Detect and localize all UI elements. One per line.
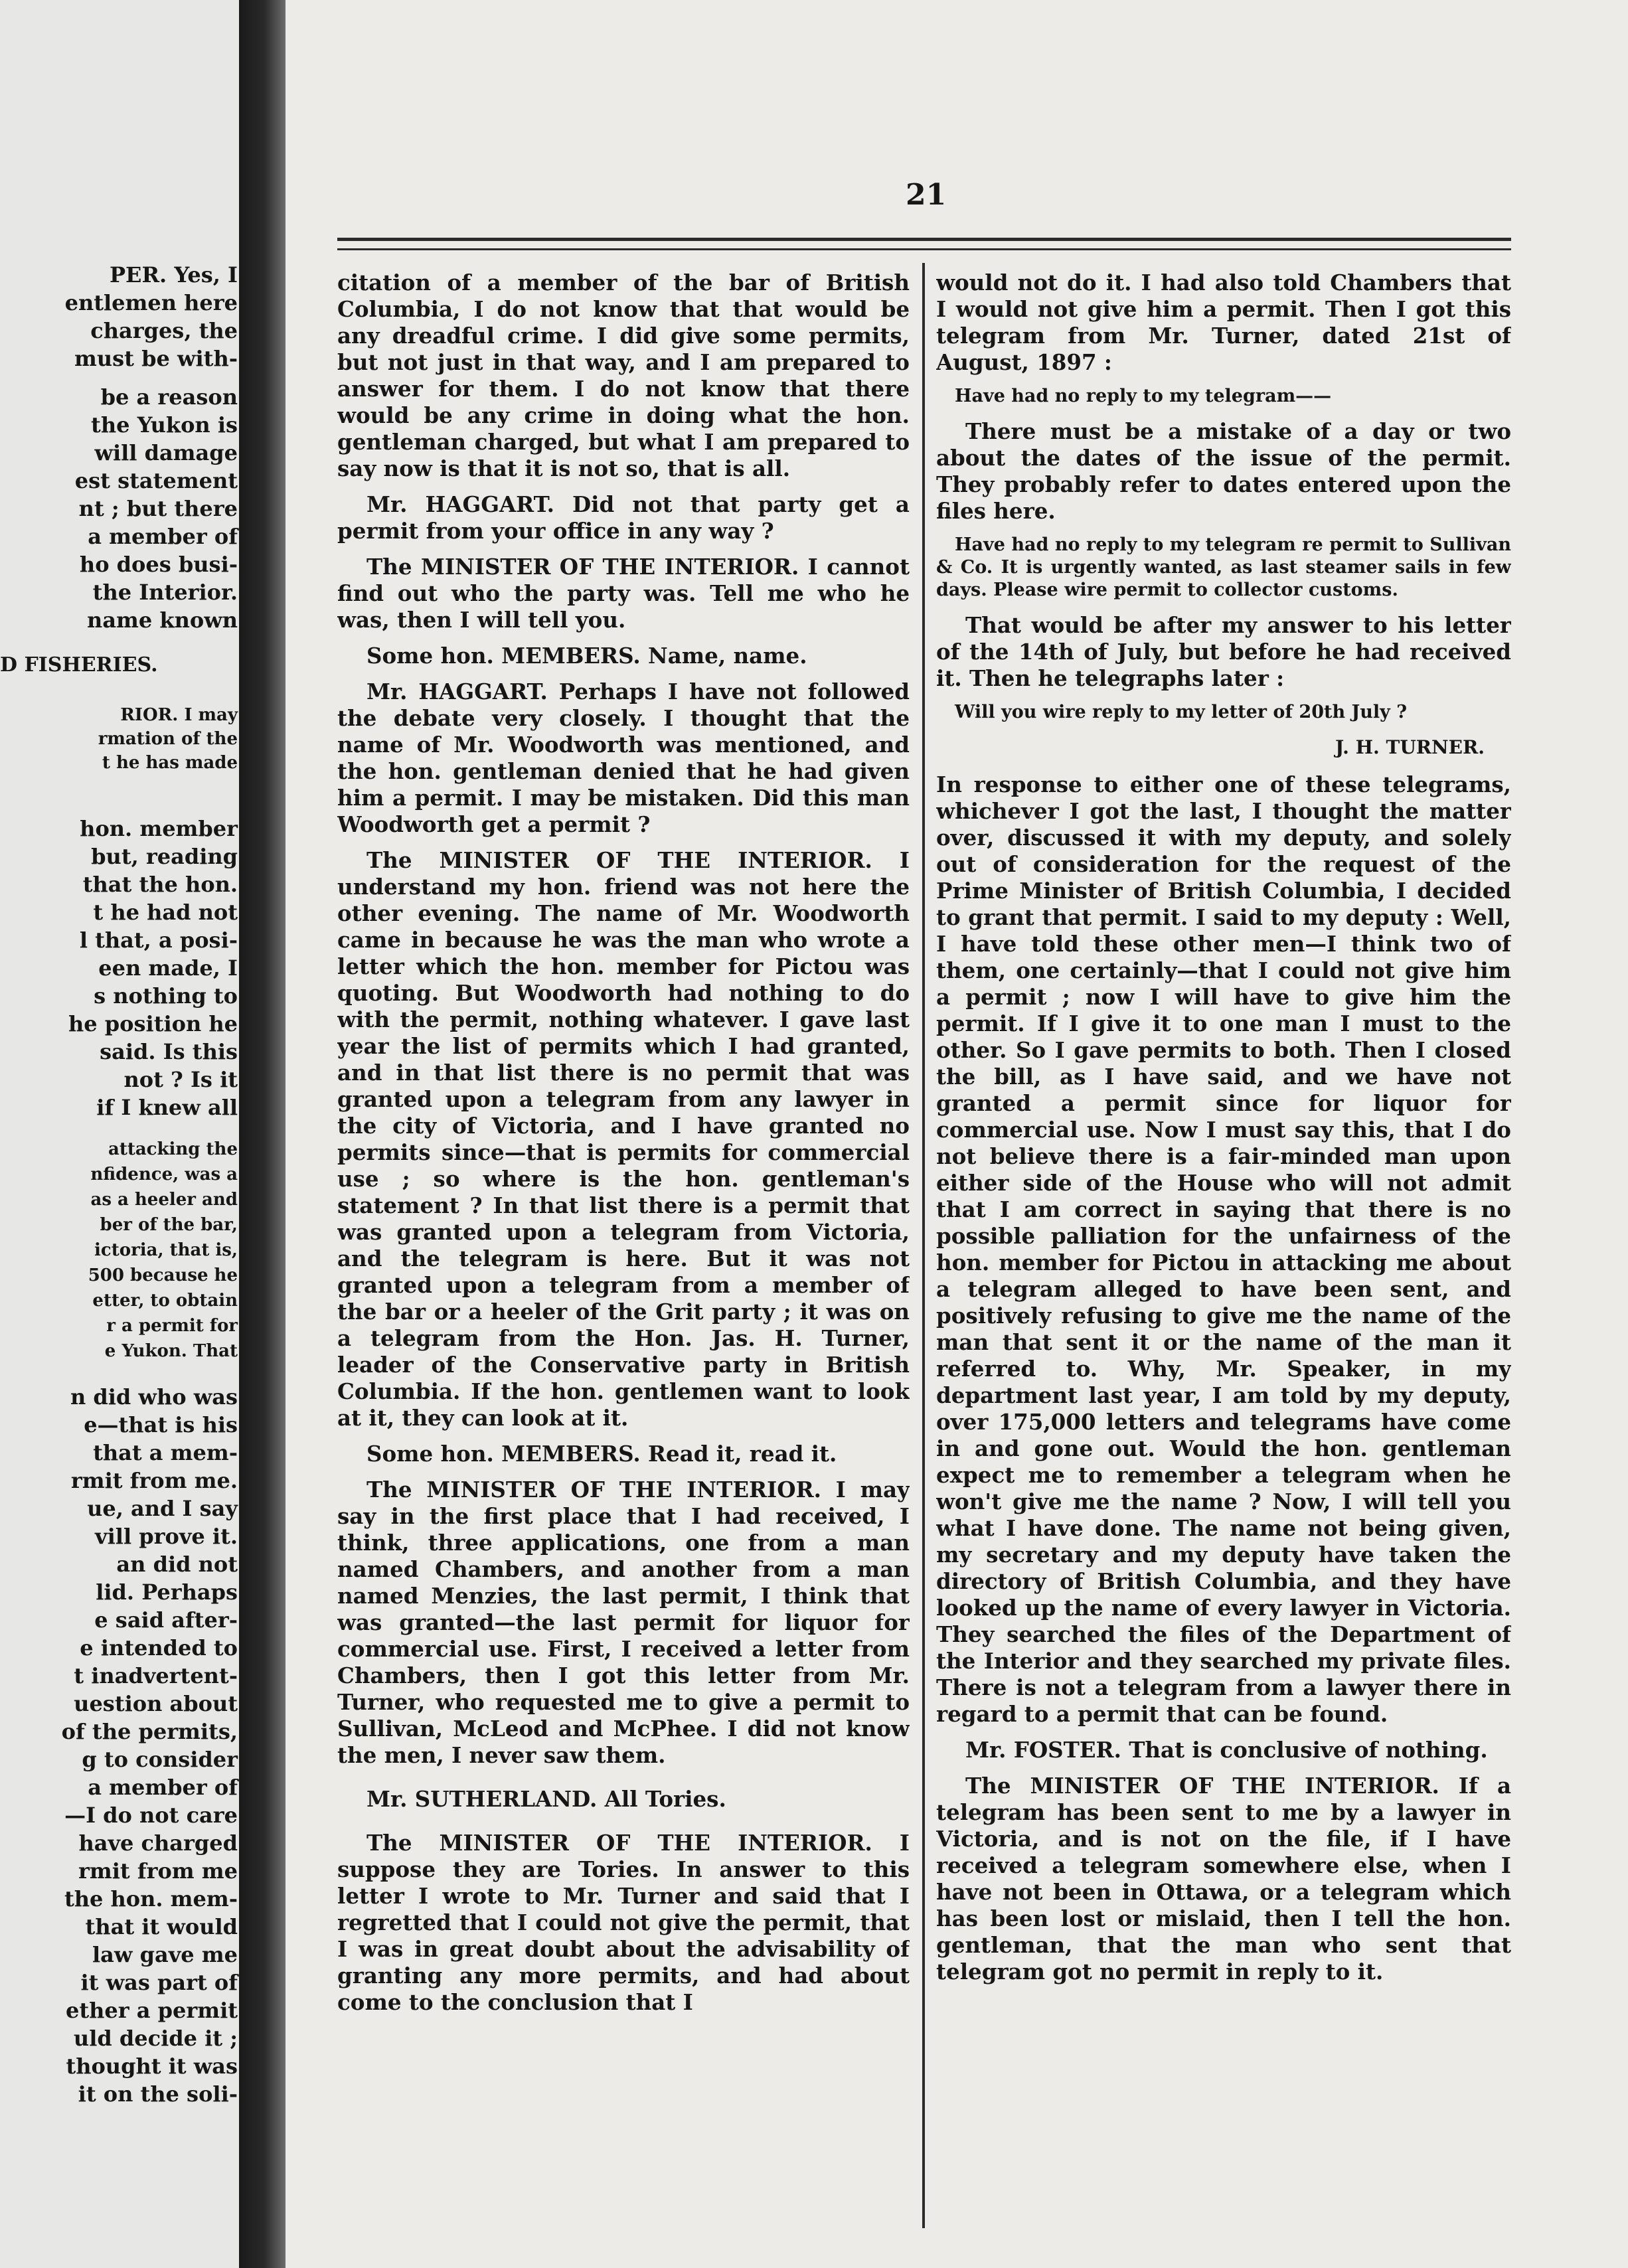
fragment-line: g to consider <box>82 1747 238 1772</box>
fragment-line: the Yukon is <box>91 412 238 438</box>
paragraph: In response to either one of these telegrams, whichever I got the last, I thought the matter over, discussed it with my deputy, and solely out of consideration for the request of the Prime Minister of British Columbia, I decided to grant that permit. I said to my deputy : Well, I have told these other men—I think two of them, one certainly—that I could not give him a permit ; now I will have to give him the permit. If I give it to one man I must to the other. So I gave permits to both. Then I closed the bill, as I have said, and we have not granted a permit since for liquor for commercial use. Now I must say this, that I do not believe there is a fair-minded man upon either side of the House who will not admit that I am correct in saying that there is no possible palliation for the unfairness of the hon. member for Pictou in attacking me about a telegram alleged to have been sent, and positively refusing to give me the name of the man that sent it or the name of the man it referred to. Why, Mr. Speaker, in my department last year, I am told by my deputy, over 175,000 letters and telegrams have come in and gone out. Would the hon. gentleman expect me to remember a telegram when he won't give me the name ? Now, I will tell you what I have done. The name not being given, my secretary and my deputy have taken the directory of British Columbia, and they have looked up the name of every lawyer in Victoria. They searched the files of the Department of the Interior and they searched my private files. There is not a telegram from a lawyer there in regard to a permit that can be found. <box>936 771 1511 1727</box>
book-gutter <box>239 0 285 2268</box>
fragment-line: s nothing to <box>94 983 238 1009</box>
fragment-line: een made, I <box>98 955 238 981</box>
fragment-line: a member of <box>88 524 238 549</box>
fragment-line: an did not <box>116 1552 238 1577</box>
fragment-line: nt ; but there <box>78 496 238 521</box>
fragment-line: a member of <box>88 1775 238 1800</box>
fragment-line: of the permits, <box>61 1719 238 1744</box>
fragment-line: vill prove it. <box>95 1524 238 1549</box>
fragment-line: as a heeler and <box>90 1190 238 1210</box>
fragment-line: uld decide it ; <box>73 2026 238 2051</box>
fragment-line: law gave me <box>92 1942 238 1967</box>
fragment-line: lid. Perhaps <box>96 1580 238 1605</box>
fragment-line: not ? Is it <box>123 1067 238 1092</box>
paragraph: Mr. HAGGART. Did not that party get a permit from your office in any way ? <box>337 491 910 544</box>
fragment-line: thought it was <box>66 2054 238 2079</box>
fragment-line: r a permit for <box>106 1316 238 1336</box>
fragment-line: ber of the bar, <box>100 1215 238 1235</box>
fragment-line: if I knew all <box>96 1095 238 1120</box>
fragment-line: e intended to <box>80 1635 238 1660</box>
fragment-line: etter, to obtain <box>92 1291 238 1311</box>
fragment-line: name known <box>87 608 238 633</box>
fragment-line: it on the soli- <box>78 2081 238 2107</box>
fragment-line: RIOR. I may <box>120 705 238 725</box>
fragment-line: attacking the <box>108 1139 238 1159</box>
telegram-signature: J. H. TURNER. <box>1335 736 1485 758</box>
paragraph: That would be after my answer to his letter of the 14th of July, but before he had received it. Then he telegraphs later : <box>936 612 1511 691</box>
column-divider <box>922 263 925 2228</box>
page-number: 21 <box>906 178 947 212</box>
paragraph: Mr. HAGGART. Perhaps I have not followed the debate very closely. I thought that the name of Mr. Woodworth was mentioned, and the hon. gentleman denied that he had given him a permit. I may be mistaken. Did this man Woodworth get a permit ? <box>337 679 910 837</box>
paragraph: The MINISTER OF THE INTERIOR. I understand my hon. friend was not here the other evening. The name of Mr. Woodworth came in because he was the man who wrote a letter which the hon. member for Pictou was quoting. But Woodworth had nothing to do with the permit, nothing whatever. I gave last year the list of permits which I had granted, and in that list there is no permit that was granted upon a telegram from any lawyer in the city of Victoria, and I have granted no permits since—that is permits for commercial use ; so where is the hon. gentleman's statement ? In that list there is a permit that was granted upon a telegram from Victoria, and the telegram is here. But it was not granted upon a telegram from a member of the bar or a heeler of the Grit party ; it was on a telegram from the Hon. Jas. H. Turner, leader of the Conservative party in British Columbia. If the hon. gentlemen want to look at it, they can look at it. <box>337 847 910 1431</box>
fragment-line: l that, a posi- <box>79 928 238 953</box>
fragment-line: will damage <box>94 440 238 465</box>
paragraph: citation of a member of the bar of British Columbia, I do not know that that would be any dreadful crime. I did give some permits, but not just in that way, and I am prepared to answer for them. I do not know that there would be any crime in doing what the hon. gentleman charged, but what I am prepared to say now is that it is not so, that is all. <box>337 270 910 481</box>
paragraph: There must be a mistake of a day or two about the dates of the issue of the permit. They probably refer to dates entered upon the files here. <box>936 418 1511 524</box>
header-rule-top <box>337 238 1511 241</box>
text-column-left <box>337 270 910 2235</box>
fragment-line: 500 because he <box>88 1265 238 1285</box>
paragraph: Some hon. MEMBERS. Read it, read it. <box>366 1441 837 1467</box>
fragment-line: rmit from me <box>78 1858 238 1884</box>
fragment-line: that the hon. <box>82 872 238 897</box>
paragraph: Mr. SUTHERLAND. All Tories. <box>366 1786 726 1812</box>
fragment-line: the hon. mem- <box>64 1886 238 1911</box>
quoted-telegram: Have had no reply to my telegram re permit to Sullivan & Co. It is urgently wanted, as last steamer sails in few days. Please wire permit to collector customs. <box>936 534 1511 600</box>
fragment-line: nfidence, was a <box>90 1165 238 1184</box>
fragment-line: uestion about <box>74 1691 238 1716</box>
fragment-line: ether a permit <box>65 1998 238 2023</box>
fragment-line: that it would <box>85 1914 238 1939</box>
fragment-line: ue, and I say <box>87 1496 238 1521</box>
fragment-line: est statement <box>74 468 238 493</box>
fragment-line: he position he <box>68 1011 238 1036</box>
fragment-line: entlemen here <box>64 290 238 315</box>
fragment-line: n did who was <box>70 1384 238 1410</box>
fragment-line: charges, the <box>90 318 238 343</box>
paragraph: The MINISTER OF THE INTERIOR. I suppose they are Tories. In answer to this letter I wrote to Mr. Turner and said that I regretted that I could not give the permit, that I was in great doubt about the advisability of granting any more permits, and had about come to the conclusion that I <box>337 1830 910 2015</box>
fragment-heading: D FISHERIES. <box>0 653 158 677</box>
paragraph: Some hon. MEMBERS. Name, name. <box>366 643 807 669</box>
fragment-line: —I do not care <box>64 1803 238 1828</box>
fragment-line: e—that is his <box>84 1412 238 1437</box>
fragment-line: it was part of <box>80 1970 238 1995</box>
fragment-line: have charged <box>78 1830 238 1856</box>
fragment-line: must be with- <box>74 346 238 371</box>
paragraph: The MINISTER OF THE INTERIOR. I cannot find out who the party was. Tell me who he was, then I will tell you. <box>337 554 910 633</box>
fragment-line: but, reading <box>91 844 238 869</box>
fragment-line: the Interior. <box>92 580 238 605</box>
fragment-line: ictoria, that is, <box>94 1240 238 1260</box>
quoted-telegram: Will you wire reply to my letter of 20th July ? <box>955 702 1408 722</box>
fragment-line: t inadvertent- <box>74 1663 238 1688</box>
fragment-line: hon. member <box>80 816 238 841</box>
fragment-line: ho does busi- <box>79 552 238 577</box>
text-column-right <box>936 270 1511 2235</box>
fragment-line: rmation of the <box>98 729 238 749</box>
paragraph: would not do it. I had also told Chambers that I would not give him a permit. Then I got this telegram from Mr. Turner, dated 21st of August, 1897 : <box>936 270 1511 375</box>
fragment-line: PER. Yes, I <box>109 262 238 287</box>
fragment-line: t he has made <box>102 753 238 773</box>
paragraph: The MINISTER OF THE INTERIOR. I may say in the first place that I had received, I think, three applications, one from a man named Chambers, and another from a man named Menzies, the last permit, I think that was granted—the last permit for liquor for commercial use. First, I received a letter from Chambers, then I got this letter from Mr. Turner, who requested me to give a permit to Sullivan, McLeod and McPhee. I did not know the men, I never saw them. <box>337 1477 910 1768</box>
fragment-line: e Yukon. That <box>104 1341 238 1361</box>
fragment-line: be a reason <box>100 384 238 410</box>
fragment-line: that a mem- <box>93 1440 238 1465</box>
fragment-line: rmit from me. <box>70 1468 238 1493</box>
fragment-line: e said after- <box>94 1607 238 1633</box>
fragment-line: t he had not <box>93 900 238 925</box>
paragraph: Mr. FOSTER. That is conclusive of nothing. <box>965 1737 1488 1763</box>
header-rule-bottom <box>337 248 1511 250</box>
left-page-fragment <box>0 0 239 2268</box>
fragment-line: said. Is this <box>100 1039 238 1064</box>
paragraph: The MINISTER OF THE INTERIOR. If a telegram has been sent to me by a lawyer in Victoria, and is not on the file, if I have received a telegram somewhere else, when I have not been in Ottawa, or a telegram which has been lost or mislaid, then I tell the hon. gentleman, that the man who sent that telegram got no permit in reply to it. <box>936 1773 1511 1984</box>
quoted-telegram: Have had no reply to my telegram—— <box>955 386 1332 406</box>
